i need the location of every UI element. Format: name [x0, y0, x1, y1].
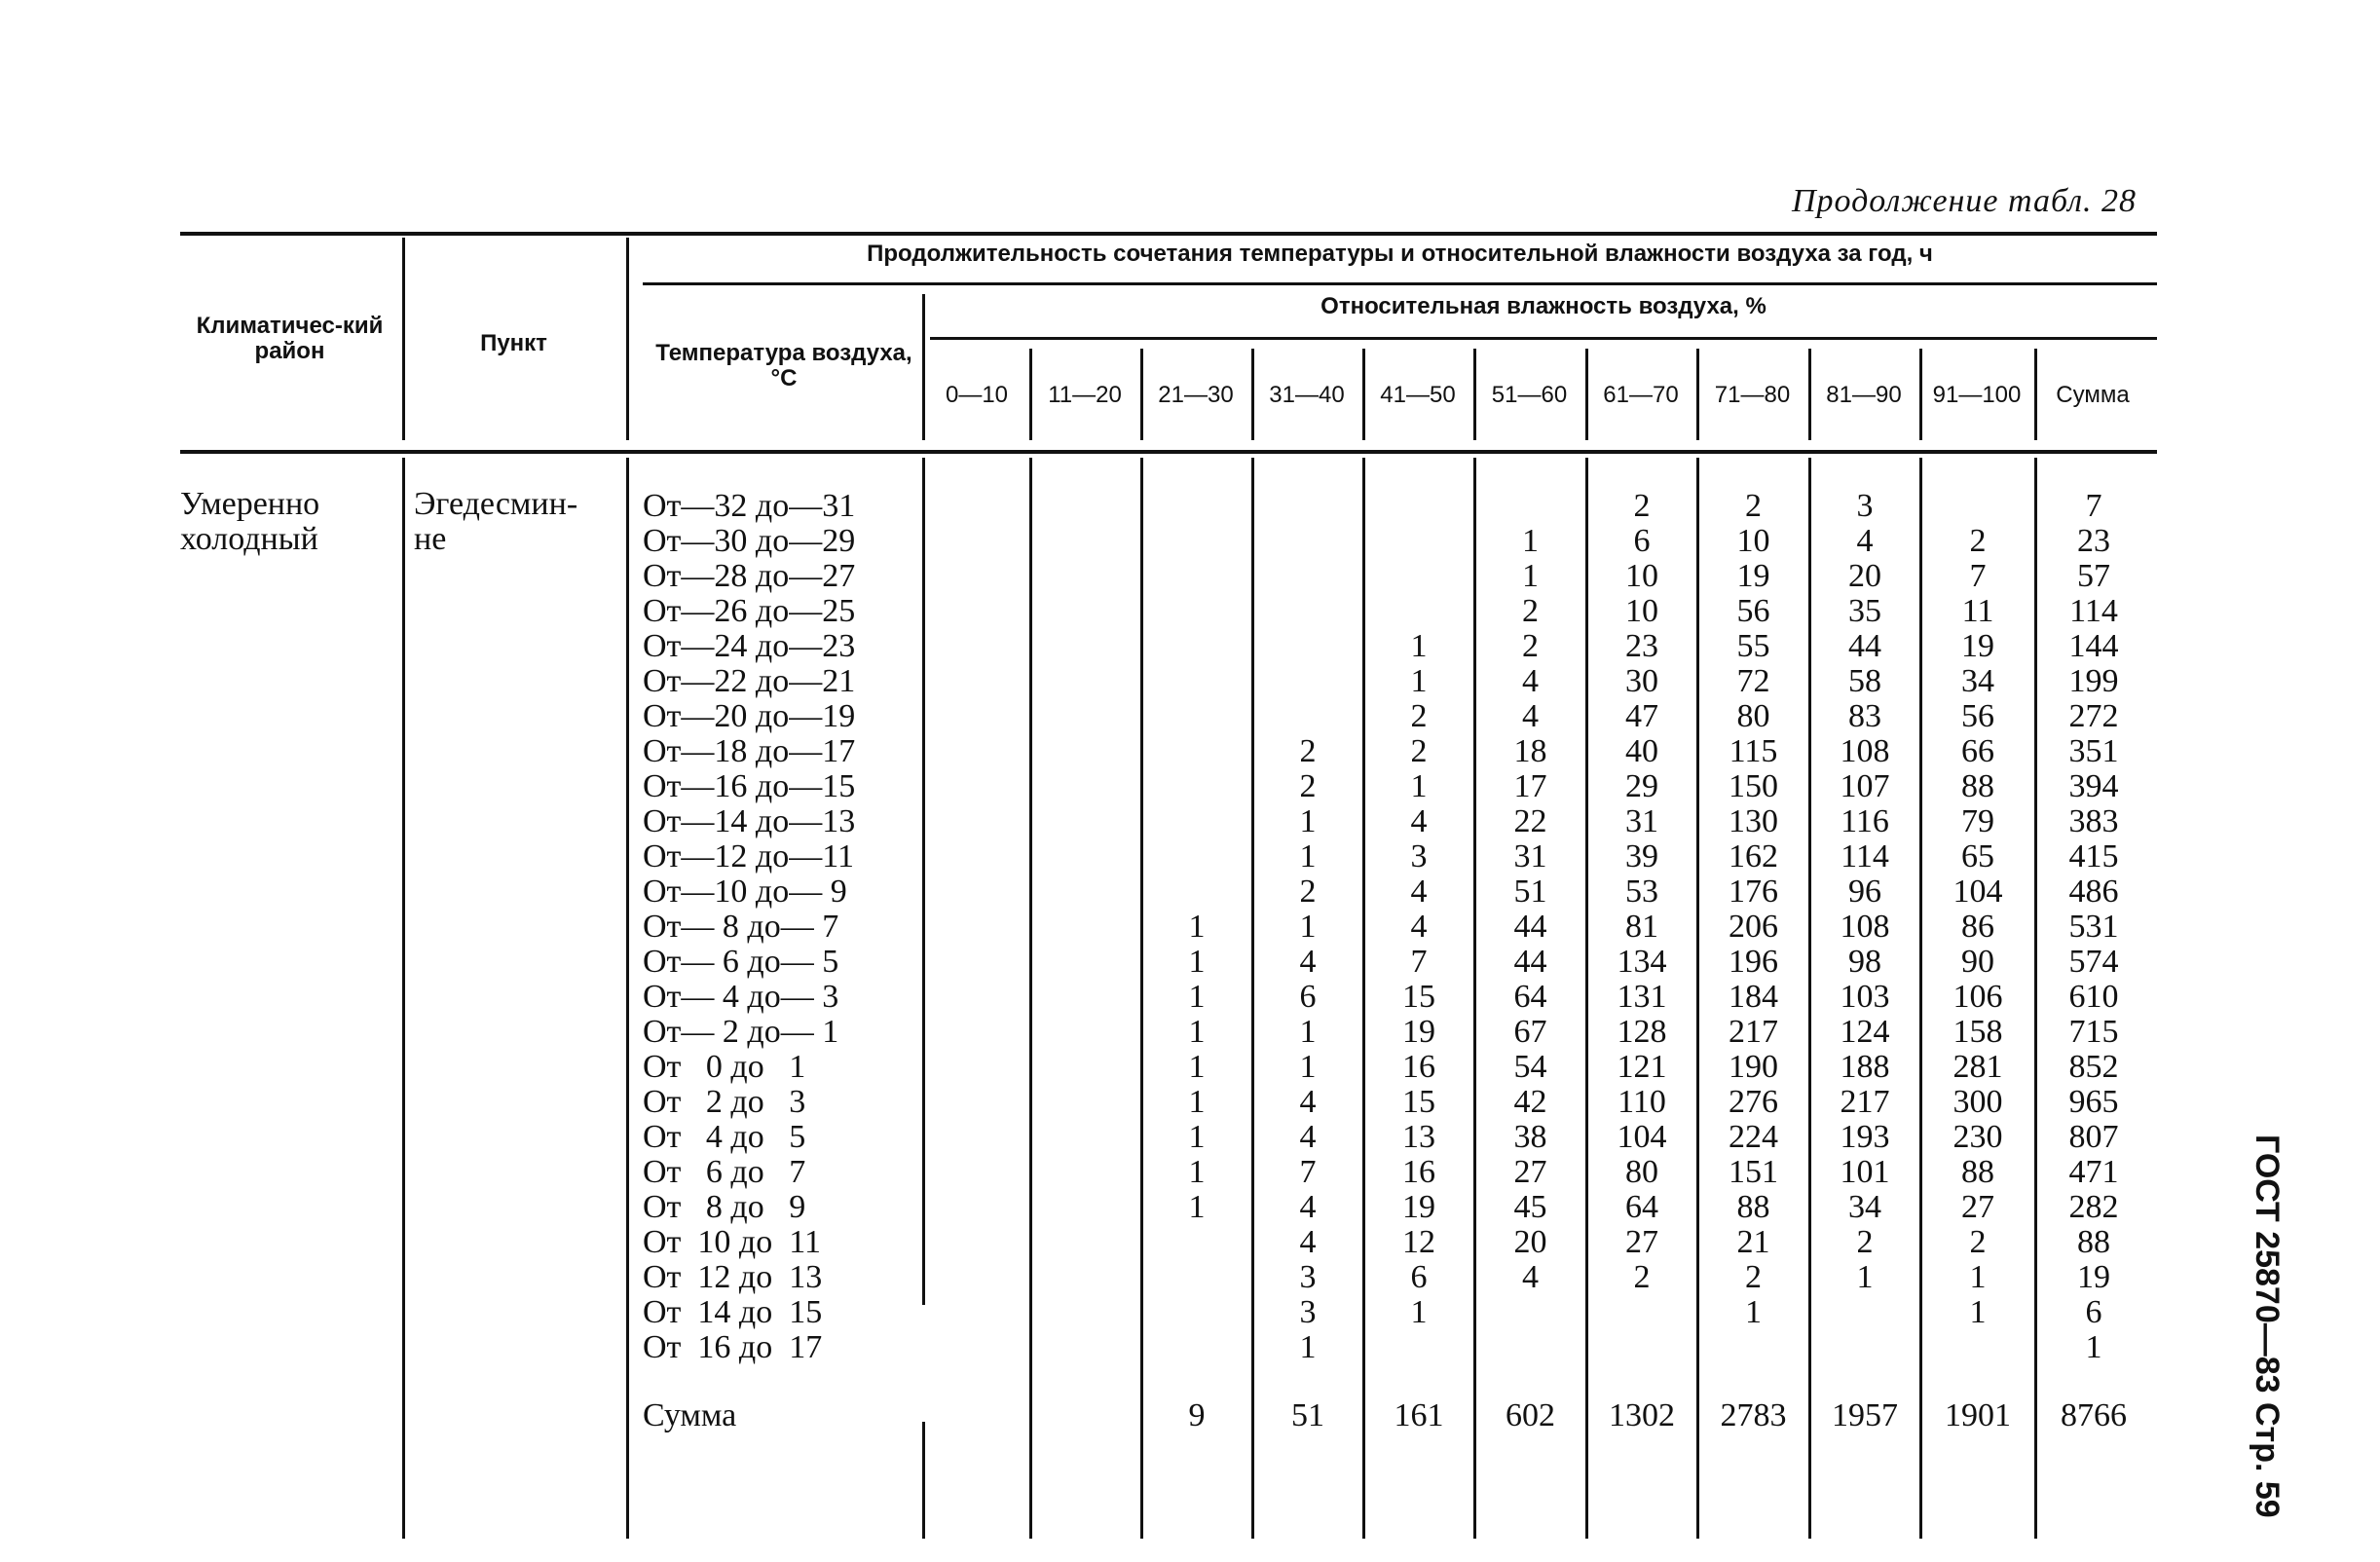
- table-cell: 80: [1625, 1154, 1658, 1190]
- table-cell: 1: [1299, 1014, 1317, 1050]
- table-cell: 184: [1729, 979, 1778, 1015]
- temp-range-label: От— 6 до— 5: [643, 944, 839, 980]
- table-cell: 23: [2077, 523, 2110, 559]
- table-cell: 281: [1952, 1049, 2003, 1085]
- table-cell: 196: [1729, 944, 1778, 980]
- table-cell: 2: [1522, 593, 1539, 629]
- header-bottom-rule: [180, 450, 2157, 454]
- table-cell: 106: [1952, 979, 2003, 1015]
- temp-range-label: От—30 до—29: [643, 523, 856, 559]
- col-rule-3: [922, 294, 925, 440]
- table-cell: 130: [1729, 803, 1778, 839]
- table-cell: 42: [1513, 1084, 1547, 1120]
- table-cell: 276: [1729, 1084, 1778, 1120]
- table-cell: 57: [2077, 558, 2110, 594]
- table-cell: 23: [1625, 628, 1658, 664]
- table-cell: 86: [1961, 909, 1994, 945]
- total-cell: 9: [1188, 1397, 1206, 1433]
- table-cell: 715: [2068, 1014, 2119, 1050]
- temp-range-label: От 4 до 5: [643, 1119, 806, 1155]
- temp-range-label: От—26 до—25: [643, 593, 856, 629]
- table-cell: 486: [2068, 874, 2119, 910]
- table-cell: 67: [1513, 1014, 1547, 1050]
- point-value: Эгедесмин-не: [414, 486, 578, 557]
- header-humidity: Относительная влажность воздуха, %: [1320, 293, 1766, 319]
- col-rule-1b: [402, 458, 405, 1539]
- table-cell: 51: [1513, 874, 1547, 910]
- table-cell: 6: [1633, 523, 1651, 559]
- table-cell: 15: [1402, 1084, 1435, 1120]
- table-cell: 1: [1299, 1329, 1317, 1365]
- col-rule-3c: [922, 1422, 925, 1539]
- header-climate-region: Климатичес-кий район: [196, 313, 384, 364]
- col-rule-1: [402, 238, 405, 440]
- table-cell: 351: [2068, 733, 2119, 769]
- table-cell: 4: [1299, 1189, 1317, 1225]
- side-label-text: ГОСТ 25870—83 Стр. 59: [2249, 1134, 2286, 1518]
- col-rule-2: [626, 238, 629, 440]
- table-cell: 1: [1856, 1259, 1874, 1295]
- table-cell: 10: [1736, 523, 1770, 559]
- table-cell: 80: [1736, 698, 1770, 734]
- table-cell: 18: [1513, 733, 1547, 769]
- col-header-1: 11—20: [1048, 382, 1122, 408]
- table-cell: 53: [1625, 874, 1658, 910]
- temp-range-label: От—12 до—11: [643, 838, 854, 874]
- table-cell: 31: [1513, 838, 1547, 874]
- table-cell: 1: [1188, 1154, 1206, 1190]
- temp-range-label: От 12 до 13: [643, 1259, 823, 1295]
- table-cell: 30: [1625, 663, 1658, 699]
- table-cell: 1: [1410, 663, 1428, 699]
- table-cell: 10: [1625, 593, 1658, 629]
- table-cell: 1: [1188, 1049, 1206, 1085]
- table-cell: 2: [1410, 698, 1428, 734]
- table-cell: 6: [2085, 1294, 2102, 1330]
- table-cell: 108: [1840, 733, 1890, 769]
- table-cell: 1: [1188, 1014, 1206, 1050]
- table-cell: 114: [2069, 593, 2118, 629]
- table-cell: 1: [1188, 979, 1206, 1015]
- temp-range-label: От 0 до 1: [643, 1049, 806, 1085]
- table-cell: 4: [1299, 1119, 1317, 1155]
- table-cell: 394: [2068, 768, 2119, 804]
- table-cell: 45: [1513, 1189, 1547, 1225]
- col-rule-3b: [922, 458, 925, 1305]
- table-cell: 1: [1969, 1294, 1987, 1330]
- table-cell: 158: [1952, 1014, 2003, 1050]
- temp-range-label: От—20 до—19: [643, 698, 856, 734]
- table-cell: 4: [1522, 663, 1539, 699]
- table-cell: 115: [1729, 733, 1778, 769]
- climate-region-value: Умеренно холодный: [180, 486, 320, 557]
- table-cell: 124: [1840, 1014, 1890, 1050]
- table-cell: 610: [2068, 979, 2119, 1015]
- temp-range-label: От—10 до— 9: [643, 874, 847, 910]
- table-cell: 27: [1961, 1189, 1994, 1225]
- table-cell: 44: [1848, 628, 1881, 664]
- table-cell: 16: [1402, 1049, 1435, 1085]
- table-cell: 2: [1745, 488, 1762, 524]
- table-cell: 4: [1410, 803, 1428, 839]
- table-cell: 176: [1729, 874, 1778, 910]
- table-cell: 2: [1969, 1224, 1987, 1260]
- table-cell: 6: [1299, 979, 1317, 1015]
- table-cell: 3: [1856, 488, 1874, 524]
- table-cell: 27: [1513, 1154, 1547, 1190]
- table-cell: 19: [1402, 1014, 1435, 1050]
- table-cell: 15: [1402, 979, 1435, 1015]
- table-cell: 98: [1848, 944, 1881, 980]
- table-cell: 383: [2068, 803, 2119, 839]
- table-cell: 19: [1402, 1189, 1435, 1225]
- table-cell: 110: [1618, 1084, 1666, 1120]
- table-cell: 83: [1848, 698, 1881, 734]
- col-header-8: 81—90: [1826, 382, 1902, 408]
- col-header-3: 31—40: [1269, 382, 1345, 408]
- temp-range-label: От—28 до—27: [643, 558, 856, 594]
- table-cell: 19: [2077, 1259, 2110, 1295]
- table-cell: 7: [1410, 944, 1428, 980]
- temp-range-label: От— 8 до— 7: [643, 909, 839, 945]
- table-cell: 1: [1410, 1294, 1428, 1330]
- table-cell: 4: [1299, 944, 1317, 980]
- total-cell: 161: [1394, 1397, 1444, 1433]
- table-cell: 188: [1840, 1049, 1890, 1085]
- table-cell: 162: [1729, 838, 1778, 874]
- table-cell: 40: [1625, 733, 1658, 769]
- table-cell: 471: [2068, 1154, 2119, 1190]
- table-cell: 1: [1299, 1049, 1317, 1085]
- table-cell: 7: [1969, 558, 1987, 594]
- table-cell: 34: [1961, 663, 1994, 699]
- table-cell: 55: [1736, 628, 1770, 664]
- table-cell: 12: [1402, 1224, 1435, 1260]
- table-cell: 190: [1729, 1049, 1778, 1085]
- table-cell: 88: [1961, 768, 1994, 804]
- table-cell: 104: [1617, 1119, 1667, 1155]
- table-cell: 199: [2068, 663, 2119, 699]
- table-cell: 11: [1961, 593, 1994, 629]
- table-cell: 1: [1745, 1294, 1762, 1330]
- table-cell: 1: [1188, 944, 1206, 980]
- table-cell: 230: [1952, 1119, 2003, 1155]
- table-cell: 224: [1729, 1119, 1778, 1155]
- temp-range-label: От 16 до 17: [643, 1329, 823, 1365]
- table-cell: 22: [1513, 803, 1547, 839]
- table-cell: 116: [1841, 803, 1889, 839]
- table-cell: 131: [1617, 979, 1667, 1015]
- table-cell: 1: [2085, 1329, 2102, 1365]
- table-cell: 217: [1729, 1014, 1778, 1050]
- table-cell: 300: [1952, 1084, 2003, 1120]
- table-cell: 39: [1625, 838, 1658, 874]
- table-cell: 1: [1522, 558, 1539, 594]
- table-cell: 31: [1625, 803, 1658, 839]
- col-divider-10-body: [2034, 458, 2037, 1539]
- table-cell: 19: [1961, 628, 1994, 664]
- temp-range-label: От 14 до 15: [643, 1294, 823, 1330]
- table-cell: 19: [1736, 558, 1770, 594]
- table-cell: 66: [1961, 733, 1994, 769]
- table-cell: 807: [2068, 1119, 2119, 1155]
- top-rule: [180, 232, 2157, 236]
- table-cell: 3: [1410, 838, 1428, 874]
- table-cell: 13: [1402, 1119, 1435, 1155]
- col-header-2: 21—30: [1158, 382, 1234, 408]
- table-cell: 206: [1729, 909, 1778, 945]
- table-cell: 128: [1617, 1014, 1667, 1050]
- temp-range-label: От—16 до—15: [643, 768, 856, 804]
- temp-range-label: От—14 до—13: [643, 803, 856, 839]
- table-cell: 852: [2068, 1049, 2119, 1085]
- table-cell: 103: [1840, 979, 1890, 1015]
- table-cell: 1: [1299, 803, 1317, 839]
- table-cell: 72: [1736, 663, 1770, 699]
- temp-range-label: От 6 до 7: [643, 1154, 806, 1190]
- col-header-6: 61—70: [1603, 382, 1679, 408]
- table-cell: 2: [1410, 733, 1428, 769]
- col-rule-2b: [626, 458, 629, 1539]
- side-label: [2235, 1134, 2303, 1553]
- table-cell: 44: [1513, 944, 1547, 980]
- table-cell: 1: [1188, 1119, 1206, 1155]
- temp-range-label: От 2 до 3: [643, 1084, 806, 1120]
- table-cell: 272: [2068, 698, 2119, 734]
- table-cell: 574: [2068, 944, 2119, 980]
- table-cell: 20: [1513, 1224, 1547, 1260]
- table-cell: 217: [1840, 1084, 1890, 1120]
- table-cell: 56: [1736, 593, 1770, 629]
- table-cell: 4: [1522, 1259, 1539, 1295]
- table-cell: 144: [2068, 628, 2119, 664]
- total-cell: 602: [1506, 1397, 1555, 1433]
- col-header-10: Сумма: [2056, 382, 2130, 408]
- table-cell: 64: [1625, 1189, 1658, 1225]
- total-cell: 1302: [1609, 1397, 1675, 1433]
- total-cell: 1957: [1832, 1397, 1898, 1433]
- header-temperature: Температура воздуха, °С: [655, 340, 912, 391]
- table-cell: 96: [1848, 874, 1881, 910]
- table-cell: 2: [1745, 1259, 1762, 1295]
- table-cell: 65: [1961, 838, 1994, 874]
- temp-range-label: От—18 до—17: [643, 733, 856, 769]
- table-cell: 150: [1729, 768, 1778, 804]
- table-cell: 6: [1410, 1259, 1428, 1295]
- header-duration: Продолжительность сочетания температуры и относительной влажности воздуха за год, ч: [867, 241, 1933, 267]
- table-cell: 1: [1410, 628, 1428, 664]
- table-cell: 1: [1969, 1259, 1987, 1295]
- temp-range-label: От 8 до 9: [643, 1189, 806, 1225]
- table-cell: 79: [1961, 803, 1994, 839]
- table-cell: 47: [1625, 698, 1658, 734]
- table-cell: 2: [1299, 768, 1317, 804]
- col-header-5: 51—60: [1491, 382, 1568, 408]
- header-point: Пункт: [480, 330, 547, 356]
- table-cell: 104: [1952, 874, 2003, 910]
- table-cell: 965: [2068, 1084, 2119, 1120]
- col-header-4: 41—50: [1380, 382, 1456, 408]
- table-cell: 88: [1736, 1189, 1770, 1225]
- table-cell: 4: [1410, 874, 1428, 910]
- col-header-0: 0—10: [945, 382, 1009, 408]
- table-cell: 54: [1513, 1049, 1547, 1085]
- table-cell: 20: [1848, 558, 1881, 594]
- table-cell: 4: [1410, 909, 1428, 945]
- table-cell: 1: [1188, 1084, 1206, 1120]
- table-cell: 101: [1840, 1154, 1890, 1190]
- total-cell: 8766: [2061, 1397, 2127, 1433]
- table-cell: 88: [1961, 1154, 1994, 1190]
- table-cell: 1: [1522, 523, 1539, 559]
- table-cell: 56: [1961, 698, 1994, 734]
- temp-range-label: От—32 до—31: [643, 488, 856, 524]
- table-cell: 34: [1848, 1189, 1881, 1225]
- table-cell: 7: [2085, 488, 2102, 524]
- header-rule-2: [930, 337, 2157, 340]
- table-cell: 21: [1736, 1224, 1770, 1260]
- total-cell: 1901: [1945, 1397, 2011, 1433]
- table-cell: 3: [1299, 1294, 1317, 1330]
- table-cell: 44: [1513, 909, 1547, 945]
- table-cell: 121: [1617, 1049, 1667, 1085]
- table-cell: 282: [2068, 1189, 2119, 1225]
- table-cell: 2: [1522, 628, 1539, 664]
- table-cell: 7: [1299, 1154, 1317, 1190]
- table-cell: 151: [1729, 1154, 1778, 1190]
- total-label: Сумма: [643, 1397, 737, 1433]
- total-cell: 2783: [1720, 1397, 1787, 1433]
- table-cell: 38: [1513, 1119, 1547, 1155]
- temp-range-label: От—22 до—21: [643, 663, 856, 699]
- col-divider-9-body: [1919, 458, 1922, 1539]
- table-cell: 107: [1840, 768, 1890, 804]
- table-cell: 90: [1961, 944, 1994, 980]
- table-cell: 16: [1402, 1154, 1435, 1190]
- table-cell: 2: [1969, 523, 1987, 559]
- col-divider-1-body: [1029, 458, 1032, 1539]
- table-cell: 1: [1188, 909, 1206, 945]
- total-cell: 51: [1291, 1397, 1324, 1433]
- table-cell: 17: [1513, 768, 1547, 804]
- table-cell: 134: [1617, 944, 1667, 980]
- table-cell: 3: [1299, 1259, 1317, 1295]
- table-cell: 2: [1856, 1224, 1874, 1260]
- temp-range-label: От—24 до—23: [643, 628, 856, 664]
- table-cell: 4: [1522, 698, 1539, 734]
- table-cell: 64: [1513, 979, 1547, 1015]
- temp-range-label: От 10 до 11: [643, 1224, 821, 1260]
- table-cell: 4: [1856, 523, 1874, 559]
- table-cell: 2: [1299, 733, 1317, 769]
- col-header-9: 91—100: [1932, 382, 2022, 408]
- table-cell: 2: [1633, 488, 1651, 524]
- table-cell: 2: [1633, 1259, 1651, 1295]
- table-caption: Продолжение табл. 28: [1792, 183, 2138, 219]
- table-cell: 193: [1840, 1119, 1890, 1155]
- table-cell: 108: [1840, 909, 1890, 945]
- table-cell: 1: [1299, 838, 1317, 874]
- table-cell: 4: [1299, 1084, 1317, 1120]
- table-cell: 114: [1841, 838, 1889, 874]
- table-cell: 29: [1625, 768, 1658, 804]
- col-header-7: 71—80: [1714, 382, 1791, 408]
- header-rule-1: [643, 282, 2157, 285]
- table-cell: 2: [1299, 874, 1317, 910]
- table-cell: 1: [1299, 909, 1317, 945]
- table-cell: 88: [2077, 1224, 2110, 1260]
- table-cell: 27: [1625, 1224, 1658, 1260]
- table-cell: 1: [1410, 768, 1428, 804]
- table-cell: 4: [1299, 1224, 1317, 1260]
- temp-range-label: От— 2 до— 1: [643, 1014, 839, 1050]
- table-cell: 415: [2068, 838, 2119, 874]
- table-cell: 10: [1625, 558, 1658, 594]
- table-cell: 58: [1848, 663, 1881, 699]
- table-cell: 1: [1188, 1189, 1206, 1225]
- table-cell: 531: [2068, 909, 2119, 945]
- table-cell: 81: [1625, 909, 1658, 945]
- temp-range-label: От— 4 до— 3: [643, 979, 839, 1015]
- table-cell: 35: [1848, 593, 1881, 629]
